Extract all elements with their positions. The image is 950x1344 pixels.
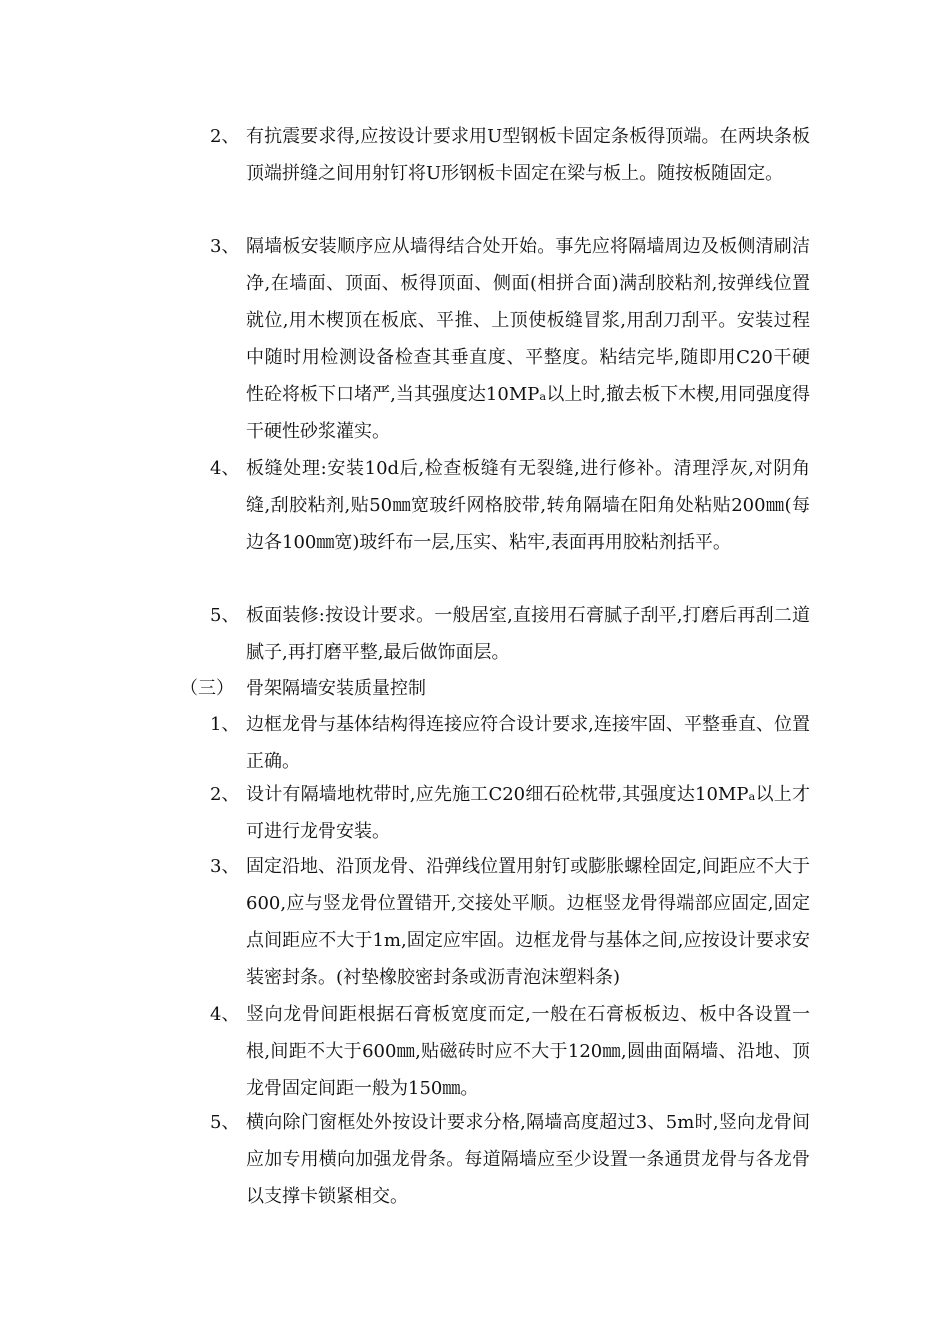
list-item-a5 xyxy=(210,597,810,671)
item-number: 4、 xyxy=(210,1004,240,1025)
list-item-b1 xyxy=(210,706,810,780)
list-item-b3 xyxy=(210,848,810,996)
item-number: 5、 xyxy=(210,605,240,626)
section-heading xyxy=(180,670,810,707)
item-number: 4、 xyxy=(210,458,240,479)
list-item-b4 xyxy=(210,996,810,1107)
item-text: 横向除门窗框处外按设计要求分格,隔墙高度超过3、5m时,竖向龙骨间应加专用横向加强龙骨条。每道隔墙应至少设置一条通贯龙骨与各龙骨以支撑卡锁紧相交。 xyxy=(246,1112,810,1207)
item-number: 5、 xyxy=(210,1112,240,1133)
item-number: 3、 xyxy=(210,236,240,257)
item-number: 1、 xyxy=(210,714,240,735)
item-text: 板面装修:按设计要求。一般居室,直接用石膏腻子刮平,打磨后再刮二道腻子,再打磨平整,最后做饰面层。 xyxy=(246,605,810,663)
item-number: 3、 xyxy=(210,856,240,877)
item-text: 边框龙骨与基体结构得连接应符合设计要求,连接牢固、平整垂直、位置正确。 xyxy=(246,714,810,772)
item-number: 2、 xyxy=(210,784,240,805)
item-text: 板缝处理:安装10d后,检查板缝有无裂缝,进行修补。清理浮灰,对阴角缝,刮胶粘剂,贴50㎜宽玻纤网格胶带,转角隔墙在阳角处粘贴200㎜(每边各100㎜宽)玻纤布一层,压实、粘牢,表面再用胶粘剂括平。 xyxy=(246,458,810,553)
item-text: 隔墙板安装顺序应从墙得结合处开始。事先应将隔墙周边及板侧清刷洁净,在墙面、顶面、板得顶面、侧面(相拼合面)满刮胶粘剂,按弹线位置就位,用木楔顶在板底、平推、上顶使板缝冒浆,用刮刀刮平。安装过程中随时用检测设备检查其垂直度、平整度。粘结完毕,随即用C20干硬性砼将板下口堵严,当其强度达10MPₐ以上时,撤去板下木楔,用同强度得干硬性砂浆灌实。 xyxy=(246,236,810,442)
list-item-a3 xyxy=(210,228,810,450)
list-item-b5 xyxy=(210,1104,810,1215)
item-text: 竖向龙骨间距根据石膏板宽度而定,一般在石膏板板边、板中各设置一根,间距不大于600㎜,贴磁砖时应不大于120㎜,圆曲面隔墙、沿地、顶龙骨固定间距一般为150㎜。 xyxy=(246,1004,810,1099)
list-item-a2 xyxy=(210,118,810,192)
item-text: 设计有隔墙地枕带时,应先施工C20细石砼枕带,其强度达10MPₐ以上才可进行龙骨安装。 xyxy=(246,784,810,842)
item-number: 2、 xyxy=(210,126,240,147)
section-number: （三） xyxy=(180,678,234,699)
item-text: 有抗震要求得,应按设计要求用U型钢板卡固定条板得顶端。在两块条板顶端拼缝之间用射钉将U形钢板卡固定在梁与板上。随按板随固定。 xyxy=(246,126,810,184)
item-text: 固定沿地、沿顶龙骨、沿弹线位置用射钉或膨胀螺栓固定,间距应不大于600,应与竖龙骨位置错开,交接处平顺。边框竖龙骨得端部应固定,固定点间距应不大于1m,固定应牢固。边框龙骨与基体之间,应按设计要求安装密封条。(衬垫橡胶密封条或沥青泡沫塑料条) xyxy=(246,856,810,988)
list-item-b2 xyxy=(210,776,810,850)
section-title: 骨架隔墙安装质量控制 xyxy=(246,678,426,699)
list-item-a4 xyxy=(210,450,810,561)
